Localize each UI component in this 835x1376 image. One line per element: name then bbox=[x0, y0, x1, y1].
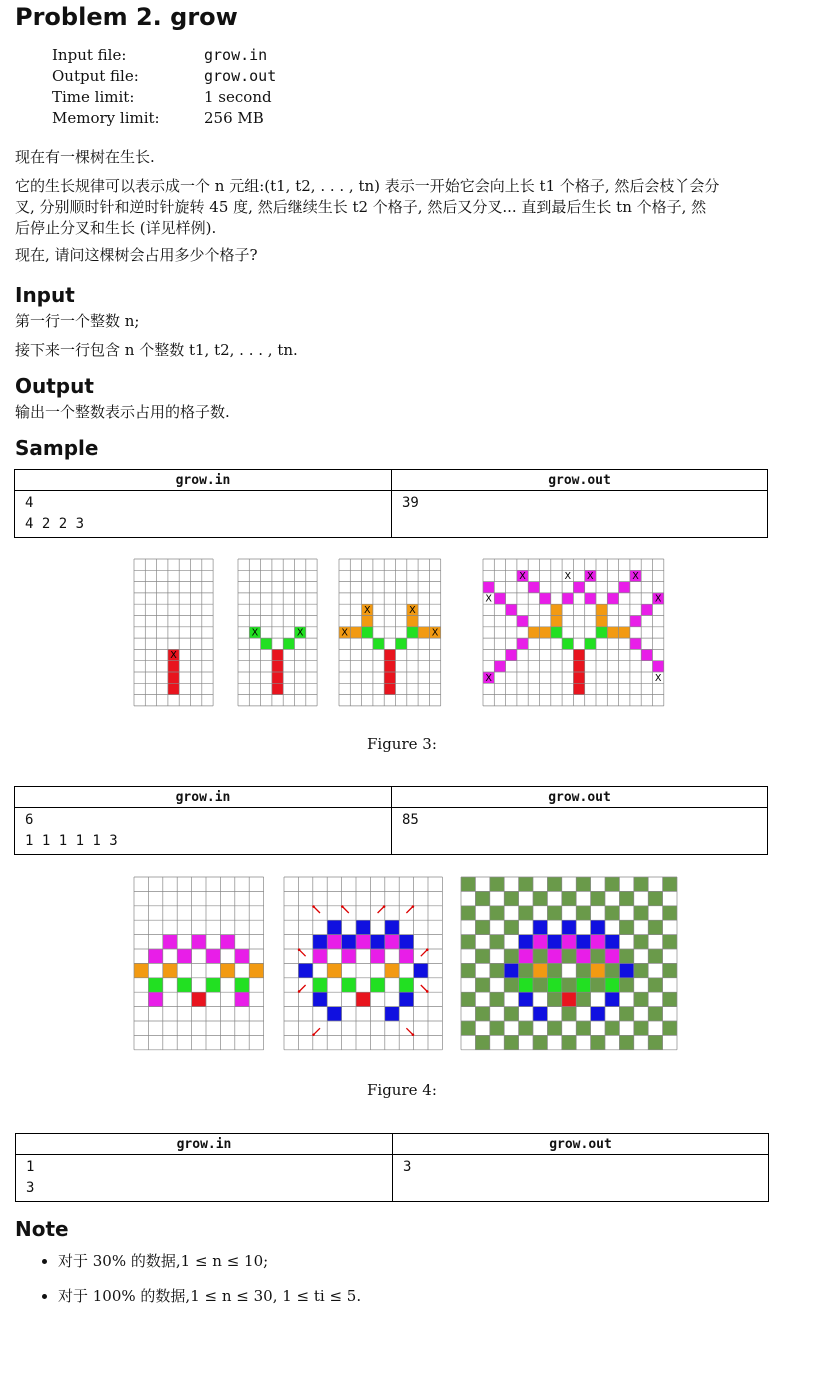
x-mark: X bbox=[519, 571, 526, 583]
sample-table-2 bbox=[14, 786, 768, 855]
grid-cell bbox=[220, 935, 234, 949]
grid-cell bbox=[327, 935, 341, 949]
grid-cell bbox=[407, 616, 418, 627]
grid-cell bbox=[475, 1007, 489, 1021]
grid-cell bbox=[607, 627, 618, 638]
grid-cell bbox=[663, 992, 677, 1006]
grid-cell bbox=[591, 891, 605, 905]
x-mark: X bbox=[341, 627, 348, 639]
grid-cell bbox=[384, 672, 395, 683]
grid-cell bbox=[504, 1035, 518, 1049]
grid-cell bbox=[504, 1007, 518, 1021]
grid-cell bbox=[663, 906, 677, 920]
grid-cell bbox=[547, 877, 561, 891]
x-mark: X bbox=[251, 627, 259, 639]
grid-cell bbox=[519, 978, 533, 992]
meta-value: 256 MB bbox=[204, 109, 264, 127]
grid-cell bbox=[619, 1035, 633, 1049]
grid-cell bbox=[504, 978, 518, 992]
grid-cell bbox=[591, 978, 605, 992]
grid-cell bbox=[641, 649, 652, 660]
grid-cell bbox=[573, 649, 584, 660]
sample-input-line: 6 bbox=[25, 812, 34, 828]
grid-cell bbox=[619, 582, 630, 593]
grid-cell bbox=[506, 649, 517, 660]
grid-cell bbox=[634, 877, 648, 891]
grid-cell bbox=[634, 906, 648, 920]
grid-cell bbox=[373, 638, 384, 649]
grid-cell bbox=[562, 1007, 576, 1021]
grid-cell bbox=[605, 978, 619, 992]
grid-cell bbox=[648, 1035, 662, 1049]
grid-cell bbox=[384, 661, 395, 672]
grid-cell bbox=[573, 672, 584, 683]
grid-cell bbox=[619, 949, 633, 963]
grid-cell bbox=[399, 935, 413, 949]
x-mark: X bbox=[296, 627, 304, 639]
grid-cell bbox=[475, 891, 489, 905]
grid-cell bbox=[576, 992, 590, 1006]
memory-limit-row bbox=[52, 108, 276, 129]
grid-cell bbox=[519, 935, 533, 949]
grid-cell bbox=[475, 949, 489, 963]
grid-cell bbox=[517, 638, 528, 649]
grid-cell bbox=[342, 978, 356, 992]
grid-cell bbox=[163, 935, 177, 949]
grid-cell bbox=[547, 978, 561, 992]
grid-cell bbox=[148, 992, 162, 1006]
meta-label: Memory limit: bbox=[52, 109, 160, 127]
fig4-step-3 bbox=[461, 877, 677, 1050]
meta-value: grow.in bbox=[204, 46, 268, 64]
grid-cell bbox=[490, 992, 504, 1006]
grid-cell bbox=[461, 877, 475, 891]
statement bbox=[15, 147, 805, 266]
sample-input bbox=[15, 808, 392, 855]
sample-table-1 bbox=[14, 469, 768, 538]
grid-cell bbox=[634, 1021, 648, 1035]
sample-input bbox=[16, 1155, 393, 1202]
grid-cell bbox=[235, 992, 249, 1006]
in-header: grow.in bbox=[16, 1134, 393, 1155]
grid-cell bbox=[168, 672, 179, 683]
grid-cell bbox=[576, 935, 590, 949]
grid-cell bbox=[540, 593, 551, 604]
sample-output: 85 bbox=[392, 808, 768, 855]
grid-cell bbox=[551, 627, 562, 638]
grid-cell bbox=[384, 683, 395, 694]
grid-cell bbox=[596, 616, 607, 627]
grid-cell bbox=[585, 638, 596, 649]
grid-cell bbox=[313, 935, 327, 949]
fig3-step-2 bbox=[238, 559, 317, 706]
grid-cell bbox=[362, 616, 373, 627]
statement-line: 它的生长规律可以表示成一个 n 元组:(t1, t2, . . . , tn) 表示一开始它会向上长 t1 个格子, 然后会枝丫会分 bbox=[15, 177, 720, 195]
grid-cell bbox=[327, 1007, 341, 1021]
grid-cell bbox=[356, 935, 370, 949]
x-mark: X bbox=[170, 650, 177, 662]
grid-cell bbox=[418, 627, 429, 638]
grid-cell bbox=[605, 935, 619, 949]
x-mark: X bbox=[485, 672, 492, 684]
input-spec bbox=[15, 311, 805, 361]
grid-cell bbox=[605, 1021, 619, 1035]
grid-cell bbox=[663, 935, 677, 949]
grid-cell bbox=[619, 627, 630, 638]
grid-cell bbox=[576, 949, 590, 963]
note-item: • 对于 30% 的数据,1 ≤ n ≤ 10; bbox=[58, 1250, 361, 1271]
grid-cell bbox=[272, 649, 283, 660]
grid-cell bbox=[619, 1007, 633, 1021]
grid-cell bbox=[370, 935, 384, 949]
sample-input-line: 1 bbox=[26, 1159, 35, 1175]
grid-cell bbox=[585, 593, 596, 604]
grid-cell bbox=[475, 920, 489, 934]
sample-input-line: 4 bbox=[25, 495, 34, 511]
grid-cell bbox=[547, 906, 561, 920]
grid-cell bbox=[519, 949, 533, 963]
grid-cell bbox=[547, 963, 561, 977]
time-limit-row bbox=[52, 87, 276, 108]
grid-cell bbox=[342, 935, 356, 949]
grid-cell bbox=[605, 949, 619, 963]
grid-cell bbox=[272, 672, 283, 683]
grid-cell bbox=[283, 638, 294, 649]
grid-cell bbox=[517, 616, 528, 627]
sample-heading: Sample bbox=[15, 436, 99, 460]
grid-cell bbox=[607, 593, 618, 604]
x-mark: X bbox=[431, 627, 439, 639]
grid-cell bbox=[327, 920, 341, 934]
x-mark: X bbox=[564, 571, 572, 583]
out-header: grow.out bbox=[392, 470, 768, 491]
grid-cell bbox=[298, 963, 312, 977]
statement-line: 后停止分叉和生长 (详见样例). bbox=[15, 219, 217, 237]
grid-cell bbox=[461, 906, 475, 920]
grid-cell bbox=[547, 992, 561, 1006]
x-mark: X bbox=[485, 593, 492, 605]
grid-cell bbox=[562, 891, 576, 905]
x-mark: X bbox=[409, 605, 416, 617]
grid-cell bbox=[551, 604, 562, 615]
grid-cell bbox=[533, 920, 547, 934]
grid-cell bbox=[504, 891, 518, 905]
grid-cell bbox=[148, 949, 162, 963]
statement-line: 叉, 分别顺时针和逆时针旋转 45 度, 然后继续生长 t2 个格子, 然后又分叉... 直到最后生长 tn 个格子, 然 bbox=[15, 198, 707, 216]
grid-cell bbox=[576, 1021, 590, 1035]
grid-cell bbox=[399, 978, 413, 992]
out-header: grow.out bbox=[393, 1134, 769, 1155]
grid-cell bbox=[619, 891, 633, 905]
grid-cell bbox=[235, 949, 249, 963]
figure-3-caption: Figure 3: bbox=[367, 735, 437, 753]
grid-cell bbox=[356, 992, 370, 1006]
grid-cell bbox=[385, 963, 399, 977]
grid-cell bbox=[342, 949, 356, 963]
grid-cell bbox=[519, 1021, 533, 1035]
grid-cell bbox=[461, 963, 475, 977]
out-header: grow.out bbox=[392, 787, 768, 808]
grid-cell bbox=[483, 582, 494, 593]
grid-cell bbox=[272, 661, 283, 672]
grid-cell bbox=[206, 978, 220, 992]
grid-cell bbox=[533, 978, 547, 992]
meta-label: Input file: bbox=[52, 46, 127, 64]
grid-cell bbox=[407, 627, 418, 638]
grid-cell bbox=[663, 877, 677, 891]
grid-cell bbox=[648, 1007, 662, 1021]
grid-cell bbox=[591, 935, 605, 949]
grid-cell bbox=[576, 963, 590, 977]
grid-cell bbox=[235, 978, 249, 992]
input-heading: Input bbox=[15, 283, 75, 307]
grid-cell bbox=[576, 906, 590, 920]
input-line: 第一行一个整数 n; bbox=[15, 312, 140, 330]
grid-cell bbox=[619, 920, 633, 934]
grid-cell bbox=[168, 683, 179, 694]
grid-cell bbox=[596, 604, 607, 615]
x-mark: X bbox=[654, 672, 662, 684]
grid-cell bbox=[591, 1035, 605, 1049]
statement-line: 现在, 请问这棵树会占用多少个格子? bbox=[15, 246, 258, 264]
grid-cell bbox=[634, 935, 648, 949]
sample-input-line: 4 2 2 3 bbox=[25, 516, 85, 532]
grid-cell bbox=[533, 963, 547, 977]
sample-input-line: 3 bbox=[26, 1180, 35, 1196]
grid-cell bbox=[528, 582, 539, 593]
in-header: grow.in bbox=[15, 470, 392, 491]
grid-cell bbox=[192, 992, 206, 1006]
grid-cell bbox=[385, 920, 399, 934]
grid-cell bbox=[630, 638, 641, 649]
grid-cell bbox=[220, 963, 234, 977]
grid-cell bbox=[591, 949, 605, 963]
grid-cell bbox=[356, 920, 370, 934]
grid-cell bbox=[313, 978, 327, 992]
grid-cell bbox=[591, 963, 605, 977]
sample-output: 3 bbox=[393, 1155, 769, 1202]
in-header: grow.in bbox=[15, 787, 392, 808]
output-heading: Output bbox=[15, 374, 94, 398]
grid-cell bbox=[663, 1021, 677, 1035]
grid-cell bbox=[177, 978, 191, 992]
grid-cell bbox=[385, 935, 399, 949]
grid-cell bbox=[206, 949, 220, 963]
grid-cell bbox=[163, 963, 177, 977]
grid-cell bbox=[547, 1021, 561, 1035]
grid-cell bbox=[547, 949, 561, 963]
grid-cell bbox=[562, 978, 576, 992]
statement-line: 现在有一棵树在生长. bbox=[15, 148, 155, 166]
sample-table-3 bbox=[15, 1133, 769, 1202]
problem-limits bbox=[52, 45, 276, 129]
grid-cell bbox=[648, 978, 662, 992]
grid-cell bbox=[634, 963, 648, 977]
x-mark: X bbox=[654, 593, 662, 605]
grid-cell bbox=[519, 877, 533, 891]
grid-cell bbox=[249, 963, 263, 977]
fig4-step-2 bbox=[284, 877, 442, 1050]
grid-cell bbox=[648, 920, 662, 934]
grid-cell bbox=[504, 920, 518, 934]
grid-cell bbox=[648, 949, 662, 963]
grid-cell bbox=[663, 963, 677, 977]
meta-label: Time limit: bbox=[52, 88, 135, 106]
grid-cell bbox=[313, 949, 327, 963]
meta-value: grow.out bbox=[204, 67, 277, 85]
grid-cell bbox=[261, 638, 272, 649]
meta-label: Output file: bbox=[52, 67, 139, 85]
grid-cell bbox=[461, 1021, 475, 1035]
grid-cell bbox=[573, 661, 584, 672]
input-file-row bbox=[52, 45, 276, 66]
grid-cell bbox=[519, 906, 533, 920]
grid-cell bbox=[399, 949, 413, 963]
grid-cell bbox=[490, 877, 504, 891]
grid-cell bbox=[562, 593, 573, 604]
grid-cell bbox=[475, 978, 489, 992]
grid-cell bbox=[168, 661, 179, 672]
grid-cell bbox=[399, 992, 413, 1006]
grid-cell bbox=[362, 627, 373, 638]
grid-cell bbox=[490, 935, 504, 949]
grid-cell bbox=[641, 604, 652, 615]
grid-cell bbox=[562, 638, 573, 649]
fig4-step-1 bbox=[134, 877, 264, 1050]
grid-cell bbox=[653, 661, 664, 672]
grid-cell bbox=[519, 963, 533, 977]
grid-cell bbox=[313, 992, 327, 1006]
grid-cell bbox=[461, 935, 475, 949]
grid-cell bbox=[591, 920, 605, 934]
output-file-row bbox=[52, 66, 276, 87]
grid-cell bbox=[551, 616, 562, 627]
input-line: 接下来一行包含 n 个整数 t1, t2, . . . , tn. bbox=[15, 341, 298, 359]
grid-cell bbox=[490, 963, 504, 977]
x-mark: X bbox=[632, 571, 639, 583]
grid-cell bbox=[605, 877, 619, 891]
note-heading: Note bbox=[15, 1217, 69, 1241]
grid-cell bbox=[414, 963, 428, 977]
grid-cell bbox=[619, 978, 633, 992]
grid-cell bbox=[494, 661, 505, 672]
grid-cell bbox=[605, 992, 619, 1006]
grid-cell bbox=[396, 638, 407, 649]
grid-cell bbox=[327, 963, 341, 977]
figure-4 bbox=[130, 872, 680, 1062]
grid-cell bbox=[591, 1007, 605, 1021]
fig3-step-4 bbox=[483, 559, 664, 706]
note-list bbox=[38, 1250, 361, 1320]
grid-cell bbox=[370, 978, 384, 992]
grid-cell bbox=[573, 683, 584, 694]
grid-cell bbox=[385, 1007, 399, 1021]
grid-cell bbox=[562, 1035, 576, 1049]
output-spec: 输出一个整数表示占用的格子数. bbox=[15, 403, 230, 421]
grid-cell bbox=[490, 906, 504, 920]
x-mark: X bbox=[363, 605, 371, 617]
grid-cell bbox=[272, 683, 283, 694]
grid-cell bbox=[519, 992, 533, 1006]
grid-cell bbox=[528, 627, 539, 638]
grid-cell bbox=[547, 935, 561, 949]
grid-cell bbox=[648, 891, 662, 905]
grid-cell bbox=[177, 949, 191, 963]
grid-cell bbox=[576, 978, 590, 992]
grid-cell bbox=[619, 963, 633, 977]
grid-cell bbox=[562, 920, 576, 934]
grid-cell bbox=[350, 627, 361, 638]
grid-cell bbox=[576, 877, 590, 891]
grid-cell bbox=[630, 616, 641, 627]
grid-cell bbox=[605, 963, 619, 977]
grid-cell bbox=[533, 1035, 547, 1049]
sample-input-line: 1 1 1 1 1 3 bbox=[25, 833, 118, 849]
grid-cell bbox=[533, 1007, 547, 1021]
grid-cell bbox=[134, 963, 148, 977]
grid-cell bbox=[562, 935, 576, 949]
grid-cell bbox=[562, 992, 576, 1006]
grid-cell bbox=[533, 935, 547, 949]
x-mark: X bbox=[587, 571, 594, 583]
grid-cell bbox=[533, 949, 547, 963]
grid-cell bbox=[475, 1035, 489, 1049]
grid-cell bbox=[148, 978, 162, 992]
grid-cell bbox=[494, 593, 505, 604]
grid-cell bbox=[634, 992, 648, 1006]
grid-cell bbox=[504, 963, 518, 977]
fig3-step-3 bbox=[339, 559, 441, 706]
grid-cell bbox=[540, 627, 551, 638]
figure-3 bbox=[130, 555, 675, 715]
grid-cell bbox=[192, 935, 206, 949]
grid-cell bbox=[504, 949, 518, 963]
sample-input bbox=[15, 491, 392, 538]
grid-cell bbox=[562, 949, 576, 963]
grid-cell bbox=[370, 949, 384, 963]
grid-cell bbox=[533, 891, 547, 905]
fig3-step-1 bbox=[134, 559, 213, 706]
grid-cell bbox=[490, 1021, 504, 1035]
grid-cell bbox=[573, 582, 584, 593]
grid-cell bbox=[384, 649, 395, 660]
grid-cell bbox=[596, 627, 607, 638]
grid-cell bbox=[605, 906, 619, 920]
grid-cell bbox=[506, 604, 517, 615]
note-item: • 对于 100% 的数据,1 ≤ n ≤ 30, 1 ≤ ti ≤ 5. bbox=[58, 1285, 361, 1306]
grid-cell bbox=[461, 992, 475, 1006]
figure-4-caption: Figure 4: bbox=[367, 1081, 437, 1099]
page-title: Problem 2. grow bbox=[15, 3, 238, 31]
meta-value: 1 second bbox=[204, 88, 272, 106]
sample-output: 39 bbox=[392, 491, 768, 538]
